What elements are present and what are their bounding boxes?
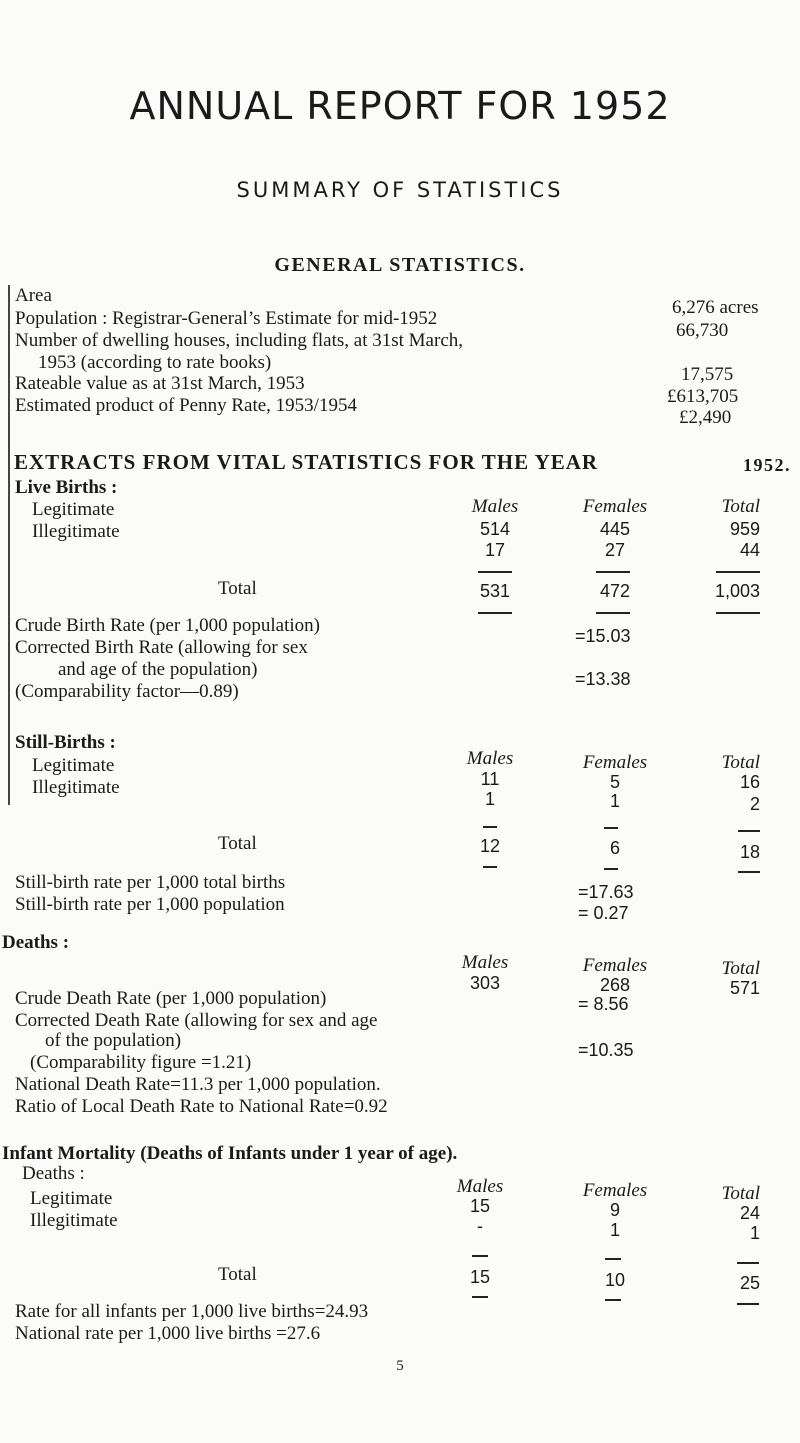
still-illegit-females: 1 xyxy=(609,791,620,811)
corrected-death-rate-label: Corrected Death Rate (allowing for sex and age xyxy=(15,1010,378,1031)
area-value: 6,276 acres xyxy=(672,297,759,318)
col-females: Females xyxy=(582,955,648,976)
deaths-heading: Deaths : xyxy=(2,932,70,953)
divider xyxy=(737,1262,759,1264)
corrected-birth-rate-label: Corrected Birth Rate (allowing for sex xyxy=(15,637,308,658)
still-legit-females: 5 xyxy=(609,772,620,792)
deaths-total: 571 xyxy=(729,978,760,998)
corrected-birth-rate-value: =13.38 xyxy=(575,669,631,689)
infant-total-males: 15 xyxy=(469,1267,491,1287)
divider xyxy=(716,571,760,573)
live-legit-total: 959 xyxy=(729,519,760,539)
still-birth-rate-pop-value: = 0.27 xyxy=(578,903,629,923)
divider xyxy=(472,1296,488,1298)
still-births-heading: Still-Births : xyxy=(15,732,116,753)
page-title: ANNUAL REPORT FOR 1952 xyxy=(129,84,671,128)
still-total-females: 6 xyxy=(609,838,620,858)
infant-illegit-total: 1 xyxy=(749,1223,760,1243)
corrected-death-rate-value: =10.35 xyxy=(578,1040,634,1060)
illegitimate-label: Illegitimate xyxy=(32,521,120,542)
col-males: Males xyxy=(456,1176,504,1197)
corrected-birth-rate-label-2: and age of the population) xyxy=(58,659,258,680)
still-total-label: Total xyxy=(218,833,257,854)
divider xyxy=(596,571,630,573)
col-males: Males xyxy=(471,496,519,517)
vital-year: 1952. xyxy=(743,455,791,475)
divider xyxy=(472,1255,488,1257)
page-subtitle: SUMMARY OF STATISTICS xyxy=(236,178,564,202)
divider xyxy=(716,612,760,614)
infant-illegit-females: 1 xyxy=(609,1220,620,1240)
still-illegit-males: 1 xyxy=(484,789,495,809)
divider xyxy=(478,571,512,573)
live-illegit-total: 44 xyxy=(739,540,760,560)
comparability-factor-label: (Comparability factor—0.89) xyxy=(15,681,239,702)
col-males: Males xyxy=(466,748,514,769)
infant-legit-females: 9 xyxy=(609,1200,620,1220)
col-males: Males xyxy=(461,952,509,973)
still-illegit-total: 2 xyxy=(749,794,760,814)
live-total-label: Total xyxy=(218,578,257,599)
divider xyxy=(605,1299,621,1301)
legitimate-label: Legitimate xyxy=(32,499,115,520)
divider xyxy=(478,612,512,614)
divider xyxy=(737,1303,759,1305)
page-number: 5 xyxy=(396,1358,404,1374)
divider xyxy=(596,612,630,614)
col-females: Females xyxy=(582,496,648,517)
infant-total-females: 10 xyxy=(604,1270,626,1290)
infant-total-label: Total xyxy=(218,1264,257,1285)
live-total-females: 472 xyxy=(599,581,631,601)
penny-rate-value: £2,490 xyxy=(679,407,732,428)
live-legit-females: 445 xyxy=(599,519,631,539)
legitimate-label: Legitimate xyxy=(30,1188,113,1209)
dwellings-value: 17,575 xyxy=(681,364,734,385)
general-heading: GENERAL STATISTICS. xyxy=(274,254,526,276)
live-legit-males: 514 xyxy=(479,519,511,539)
live-illegit-females: 27 xyxy=(604,540,626,560)
infant-deaths-subheading: Deaths : xyxy=(22,1163,85,1184)
live-illegit-males: 17 xyxy=(484,540,506,560)
infant-legit-total: 24 xyxy=(739,1203,760,1223)
margin-rule xyxy=(8,285,10,805)
infant-national-rate-label: National rate per 1,000 live births =27.6 xyxy=(15,1323,321,1344)
population-label: Population : Registrar-General’s Estimate for mid-1952 xyxy=(15,308,438,329)
still-birth-rate-total-value: =17.63 xyxy=(578,882,634,902)
col-total: Total xyxy=(721,1183,760,1204)
penny-rate-label: Estimated product of Penny Rate, 1953/1954 xyxy=(15,395,357,416)
death-rate-ratio-label: Ratio of Local Death Rate to National Rate=0.92 xyxy=(15,1096,388,1117)
rateable-label: Rateable value as at 31st March, 1953 xyxy=(15,373,305,394)
still-legit-males: 11 xyxy=(480,769,500,789)
rateable-value: £613,705 xyxy=(667,386,739,407)
infant-rate-label: Rate for all infants per 1,000 live births=24.93 xyxy=(15,1301,369,1322)
divider xyxy=(483,866,497,868)
dwellings-label: Number of dwelling houses, including flats, at 31st March, xyxy=(15,330,464,351)
col-total: Total xyxy=(721,752,760,773)
area-label: Area xyxy=(15,285,52,306)
divider xyxy=(604,827,618,829)
crude-death-rate-value: = 8.56 xyxy=(578,994,629,1014)
divider xyxy=(738,830,760,832)
still-legit-total: 16 xyxy=(739,772,760,792)
illegitimate-label: Illegitimate xyxy=(30,1210,118,1231)
vital-heading: EXTRACTS FROM VITAL STATISTICS FOR THE YEAR xyxy=(14,450,599,474)
crude-birth-rate-label: Crude Birth Rate (per 1,000 population) xyxy=(15,615,320,636)
dwellings-label-continued: 1953 (according to rate books) xyxy=(38,352,272,373)
live-total-total: 1,003 xyxy=(714,581,760,601)
col-total: Total xyxy=(721,958,760,979)
infant-legit-males: 15 xyxy=(469,1196,491,1216)
population-value: 66,730 xyxy=(676,320,729,341)
still-total-males: 12 xyxy=(479,836,501,856)
divider xyxy=(605,1258,621,1260)
col-females: Females xyxy=(582,752,648,773)
infant-illegit-males: - xyxy=(477,1216,483,1236)
crude-birth-rate-value: =15.03 xyxy=(575,626,631,646)
corrected-death-rate-label-2: of the population) xyxy=(45,1030,182,1051)
divider xyxy=(738,871,760,873)
legitimate-label: Legitimate xyxy=(32,755,115,776)
live-total-males: 531 xyxy=(479,581,511,601)
divider xyxy=(604,868,618,870)
crude-death-rate-label: Crude Death Rate (per 1,000 population) xyxy=(15,988,327,1009)
still-total-total: 18 xyxy=(739,842,760,862)
deaths-females: 268 xyxy=(599,975,631,995)
illegitimate-label: Illegitimate xyxy=(32,777,120,798)
infant-total-total: 25 xyxy=(739,1273,760,1293)
still-birth-rate-total-label: Still-birth rate per 1,000 total births xyxy=(15,872,286,893)
comparability-figure-label: (Comparability figure =1.21) xyxy=(30,1052,252,1073)
col-total: Total xyxy=(721,496,760,517)
divider xyxy=(483,826,497,828)
col-females: Females xyxy=(582,1180,648,1201)
deaths-males: 303 xyxy=(469,973,501,993)
infant-mortality-heading: Infant Mortality (Deaths of Infants under 1 year of age). xyxy=(2,1143,458,1164)
national-death-rate-label: National Death Rate=11.3 per 1,000 population. xyxy=(15,1074,381,1095)
still-birth-rate-pop-label: Still-birth rate per 1,000 population xyxy=(15,894,285,915)
live-births-heading: Live Births : xyxy=(15,477,118,498)
